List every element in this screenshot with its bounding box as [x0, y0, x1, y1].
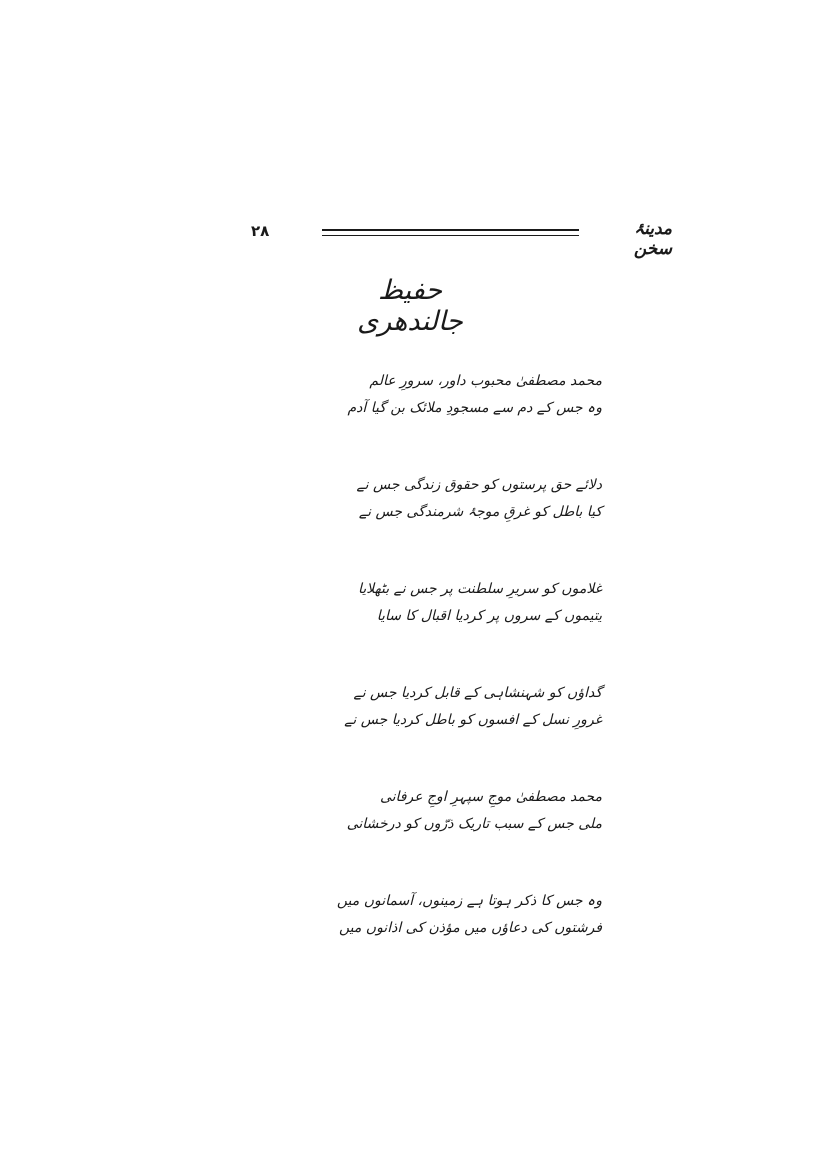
stanza — [358, 576, 602, 680]
verse-line: غرورِ نسل کے افسوں کو باطل کردیا جس نے — [344, 712, 602, 728]
stanza — [336, 888, 602, 992]
verse-line: کیا باطل کو غرقِ موجۂ شرمندگی جس نے — [358, 504, 602, 520]
header-rule-thin — [322, 235, 579, 236]
header-rule-thick — [322, 229, 579, 231]
poem-body — [336, 368, 602, 992]
stanza — [347, 368, 602, 472]
book-title: مدینۂ سخن — [633, 219, 672, 259]
page-number: ۲۸ — [251, 222, 270, 240]
verse-line: ملی جس کے سبب تاریک ذرّوں کو درخشانی — [346, 816, 602, 832]
verse-line: محمد مصطفیٰ موجِ سپہرِ اوجِ عرفانی — [379, 789, 602, 805]
stanza — [344, 680, 602, 784]
verse-line: محمد مصطفیٰ محبوب داور، سرورِ عالم — [369, 373, 602, 389]
verse-line: غلاموں کو سریرِ سلطنت پر جس نے بٹھلایا — [358, 581, 602, 597]
verse-line: وہ جس کے دم سے مسجودِ ملائک بن گیا آدم — [347, 400, 602, 416]
stanza — [346, 784, 602, 888]
verse-line: وہ جس کا ذکر ہوتا ہے زمینوں، آسمانوں میں — [336, 893, 602, 909]
verse-line: یتیموں کے سروں پر کردیا اقبال کا سایا — [376, 608, 602, 624]
verse-line: دلائے حق پرستوں کو حقوق زندگی جس نے — [356, 477, 602, 493]
verse-line: فرشتوں کی دعاؤں میں مؤذن کی اذانوں میں — [338, 920, 602, 936]
poet-title: حفیظ جالندھری — [357, 275, 463, 337]
verse-line: گداؤں کو شہنشاہی کے قابل کردیا جس نے — [353, 685, 602, 701]
stanza — [356, 472, 602, 576]
